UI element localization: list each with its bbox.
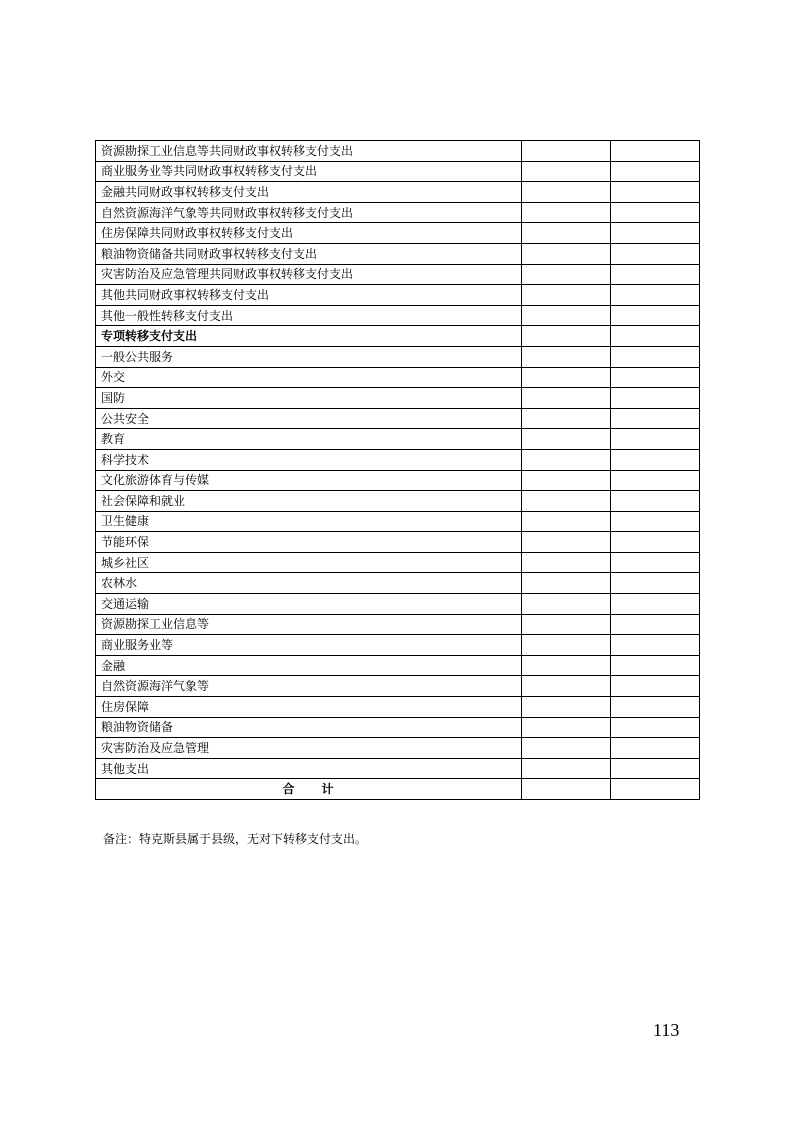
row-value-cell-2 [611,717,700,738]
row-value-cell-1 [522,655,611,676]
row-label: 金融 [96,655,522,676]
row-label: 金融共同财政事权转移支付支出 [96,182,522,203]
row-value-cell-2 [611,552,700,573]
row-value-cell-1 [522,532,611,553]
row-value-cell-1 [522,223,611,244]
row-value-cell-1 [522,697,611,718]
row-value-cell-2 [611,408,700,429]
table-row [96,285,700,306]
row-value-cell-1 [522,305,611,326]
row-value-cell-1 [522,161,611,182]
row-value-cell-1 [522,635,611,656]
row-value-cell-1 [522,614,611,635]
row-value-cell-2 [611,758,700,779]
row-value-cell-1 [522,367,611,388]
table-row [96,532,700,553]
row-value-cell-2 [611,388,700,409]
row-value-cell-2 [611,161,700,182]
table-row [96,635,700,656]
row-label: 外交 [96,367,522,388]
row-value-cell-1 [522,594,611,615]
row-value-cell-2 [611,470,700,491]
row-value-cell-2 [611,182,700,203]
row-label: 住房保障共同财政事权转移支付支出 [96,223,522,244]
table-row [96,697,700,718]
row-value-cell-1 [522,511,611,532]
table-row [96,491,700,512]
row-value-cell-1 [522,717,611,738]
row-label: 卫生健康 [96,511,522,532]
row-value-cell-2 [611,264,700,285]
row-label: 国防 [96,388,522,409]
row-value-cell-2 [611,429,700,450]
row-value-cell-2 [611,594,700,615]
row-label: 农林水 [96,573,522,594]
row-value-cell-2 [611,573,700,594]
row-label: 灾害防治及应急管理共同财政事权转移支付支出 [96,264,522,285]
row-label: 其他一般性转移支付支出 [96,305,522,326]
table-row [96,449,700,470]
row-value-cell-2 [611,511,700,532]
row-label: 城乡社区 [96,552,522,573]
row-value-cell-1 [522,264,611,285]
row-value-cell-1 [522,141,611,162]
row-value-cell-2 [611,305,700,326]
row-value-cell-2 [611,676,700,697]
row-value-cell-1 [522,285,611,306]
table-row [96,408,700,429]
table-row [96,655,700,676]
table-row [96,614,700,635]
row-label: 节能环保 [96,532,522,553]
row-value-cell-1 [522,202,611,223]
table-row [96,470,700,491]
table-row [96,676,700,697]
transfer-payment-table [95,140,700,800]
table-row [96,429,700,450]
table-row [96,243,700,264]
row-label: 文化旅游体育与传媒 [96,470,522,491]
table-row [96,738,700,759]
row-value-cell-1 [522,182,611,203]
row-value-cell-1 [522,388,611,409]
page-number: 113 [653,1020,680,1040]
row-value-cell-1 [522,429,611,450]
row-value-cell-2 [611,532,700,553]
row-label: 粮油物资储备 [96,717,522,738]
table-row [96,388,700,409]
row-value-cell-2 [611,614,700,635]
row-value-cell-1 [522,552,611,573]
row-value-cell-2 [611,738,700,759]
row-value-cell-2 [611,346,700,367]
row-label: 一般公共服务 [96,346,522,367]
table-row [96,717,700,738]
row-label: 灾害防治及应急管理 [96,738,522,759]
row-label: 住房保障 [96,697,522,718]
table-row [96,305,700,326]
table-row [96,758,700,779]
footnote: 备注：特克斯县属于县级，无对下转移支付支出。 [103,832,368,846]
total-value-cell-1 [522,779,611,800]
total-value-cell-2 [611,779,700,800]
table-row [96,552,700,573]
table-row [96,367,700,388]
total-row [96,779,700,800]
row-label: 自然资源海洋气象等共同财政事权转移支付支出 [96,202,522,223]
table-row [96,141,700,162]
row-value-cell-2 [611,223,700,244]
row-label: 交通运输 [96,594,522,615]
table-row [96,264,700,285]
row-value-cell-1 [522,470,611,491]
table-row [96,223,700,244]
total-label: 合 计 [96,779,522,800]
table-row [96,511,700,532]
row-label: 资源勘探工业信息等 [96,614,522,635]
row-value-cell-1 [522,408,611,429]
row-label: 专项转移支付支出 [96,326,522,347]
row-value-cell-2 [611,326,700,347]
row-label: 其他共同财政事权转移支付支出 [96,285,522,306]
row-value-cell-2 [611,655,700,676]
table-row [96,573,700,594]
row-value-cell-2 [611,285,700,306]
row-label: 教育 [96,429,522,450]
table-row [96,346,700,367]
row-value-cell-2 [611,491,700,512]
table-row [96,594,700,615]
row-label: 公共安全 [96,408,522,429]
row-value-cell-2 [611,449,700,470]
row-label: 商业服务业等共同财政事权转移支付支出 [96,161,522,182]
row-value-cell-1 [522,738,611,759]
row-value-cell-1 [522,676,611,697]
row-value-cell-2 [611,635,700,656]
row-value-cell-1 [522,243,611,264]
row-label: 社会保障和就业 [96,491,522,512]
row-label: 粮油物资储备共同财政事权转移支付支出 [96,243,522,264]
table-body [96,141,700,800]
row-label: 其他支出 [96,758,522,779]
row-label: 商业服务业等 [96,635,522,656]
row-value-cell-2 [611,367,700,388]
table-row [96,182,700,203]
row-value-cell-1 [522,346,611,367]
row-label: 自然资源海洋气象等 [96,676,522,697]
row-label: 科学技术 [96,449,522,470]
table-row [96,326,700,347]
row-value-cell-1 [522,491,611,512]
row-value-cell-2 [611,243,700,264]
row-value-cell-1 [522,758,611,779]
table-row [96,202,700,223]
table-row [96,161,700,182]
row-value-cell-1 [522,449,611,470]
row-value-cell-1 [522,326,611,347]
row-label: 资源勘探工业信息等共同财政事权转移支付支出 [96,141,522,162]
row-value-cell-1 [522,573,611,594]
row-value-cell-2 [611,141,700,162]
row-value-cell-2 [611,202,700,223]
row-value-cell-2 [611,697,700,718]
